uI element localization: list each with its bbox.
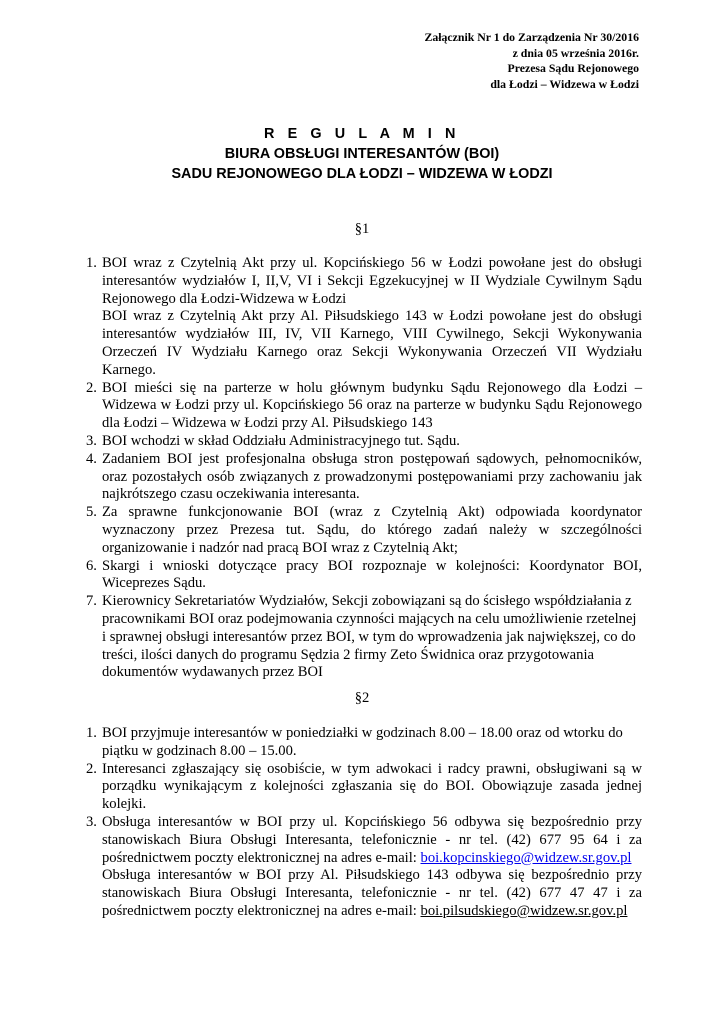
item-text-part: Obsługa interesantów w BOI przy Al. Piłsudskiego 143 odbywa się bezpośrednio przy stanowiskach Biura Obsługi Interesanta, telefonicznie - nr tel. (42) 677 47 47 i za pośrednictwem poczty elektronicznej na adres e-mail: [102,867,642,919]
list-item [86,761,642,814]
title-line-2: BIURA OBSŁUGI INTERESANTÓW (BOI) [224,146,500,162]
item-text: BOI wraz z Czytelnią Akt przy ul. Kopcińskiego 56 w Łodzi powołane jest do obsługi interesantów wydziałów I, II,V, VI i Sekcji Egzekucyjnej w II Wydziale Cywilnym Sądu Rejonowego dla Łodzi-Widzewa w Łodzi [102,255,642,307]
list-item [86,504,642,557]
item-number: 1. [86,725,97,741]
email-link-kopcinskiego[interactable]: boi.kopcinskiego@widzew.sr.gov.pl [420,849,632,866]
list-item [86,814,642,921]
list-item [86,451,642,504]
item-text: BOI przyjmuje interesantów w poniedziałki w godzinach 8.00 – 18.00 oraz od wtorku do piątku w godzinach 8.00 – 15.00. [102,725,623,759]
item-number: 3. [86,432,97,449]
item-number: 1. [86,255,97,271]
item-text: BOI wchodzi w skład Oddziału Administracyjnego tut. Sądu. [102,432,460,449]
section-2-list [86,725,642,921]
list-item [86,558,642,594]
title-regulamin: R E G U L A M I N [264,126,460,142]
item-text-part: Obsługa interesantów w BOI przy ul. Kopcińskiego 56 odbywa się bezpośrednio przy stanowiskach Biura Obsługi Interesanta, telefonicznie - nr tel. (42) 677 95 64 i za pośrednictwem poczty elektronicznej na adres e-mail: [102,813,642,866]
annex-line-4: dla Łodzi – Widzewa w Łodzi [490,76,639,91]
item-text: BOI mieści się na parterze w holu głównym budynku Sądu Rejonowego dla Łodzi – Widzewa w Łodzi przy ul. Kopcińskiego 56 oraz na parterze w budynku Sądu Rejonowego dla Łodzi – Widzewa w Łodzi przy Al. Piłsudskiego 143 [102,379,642,432]
section-1-list [86,255,642,682]
item-number: 7. [86,593,97,610]
item-text [102,867,642,920]
item-text: BOI wraz z Czytelnią Akt przy Al. Piłsudskiego 143 w Łodzi powołane jest do obsługi interesantów wydziałów III, IV, VII Karnego, VIII Cywilnego, Sekcji Wykonywania Orzeczeń IV Wydziału Karnego oraz Sekcji Wykonywania Orzeczeń VII Wydziału Karnego. [102,308,642,378]
item-text: Interesanci zgłaszający się osobiście, w tym adwokaci i radcy prawni, obsługiwani są w porządku wynikającym z kolejności zgłaszania się do BOI. Obowiązuje zasada jednej kolejki. [102,760,642,813]
item-text: Skargi i wnioski dotyczące pracy BOI rozpoznaje w kolejności: Koordynator BOI, Wiceprezes Sądu. [102,557,642,592]
list-item [86,593,642,682]
annex-line-2: z dnia 05 września 2016r. [512,45,639,60]
item-text: Zadaniem BOI jest profesjonalna obsługa stron postępowań sądowych, pełnomocników, oraz pozostałych osób związanych z prowadzonymi postępowaniami przy zachowaniu jak najkrótszego czasu oczekiwania interesanta. [102,450,642,503]
item-text [102,814,642,867]
annex-line-1: Załącznik Nr 1 do Zarządzenia Nr 30/2016 [424,30,639,44]
section-2-mark: §2 [354,690,370,706]
list-item [86,380,642,433]
item-number: 6. [86,557,97,574]
list-item [86,255,642,380]
item-number: 5. [86,504,97,521]
annex-line-3: Prezesa Sądu Rejonowego [507,61,639,75]
item-text: Kierownicy Sekretariatów Wydziałów, Sekcji zobowiązani są do ścisłego współdziałania z pracownikami BOI oraz podejmowania czynności mających na celu umożliwienie rzetelnej i sprawnej obsługi interesantów przez BOI, w tym do wprowadzenia jak największej, co do treści, ilości danych do programu Sędzia 2 firmy Zeto Świdnica oraz przygotowania dokumentów wydawanych przez BOI [102,593,637,681]
item-number: 2. [86,379,97,396]
annex-header [424,30,639,92]
list-item [86,433,642,451]
item-number: 2. [86,760,97,777]
item-number: 3. [86,813,97,830]
item-number: 4. [86,450,97,467]
list-item [86,725,642,761]
section-1-mark: §1 [354,221,370,237]
document-title [0,124,724,184]
item-text: Za sprawne funkcjonowanie BOI (wraz z Czytelnią Akt) odpowiada koordynator wyznaczony przez Prezesa tut. Sądu, do którego zadań należy w szczególności organizowanie i nadzór nad pracą BOI wraz z Czytelnią Akt; [102,504,642,556]
title-line-3: SADU REJONOWEGO DLA ŁODZI – WIDZEWA W ŁODZI [171,166,553,182]
email-link-pilsudskiego[interactable]: boi.pilsudskiego@widzew.sr.gov.pl [420,902,628,919]
